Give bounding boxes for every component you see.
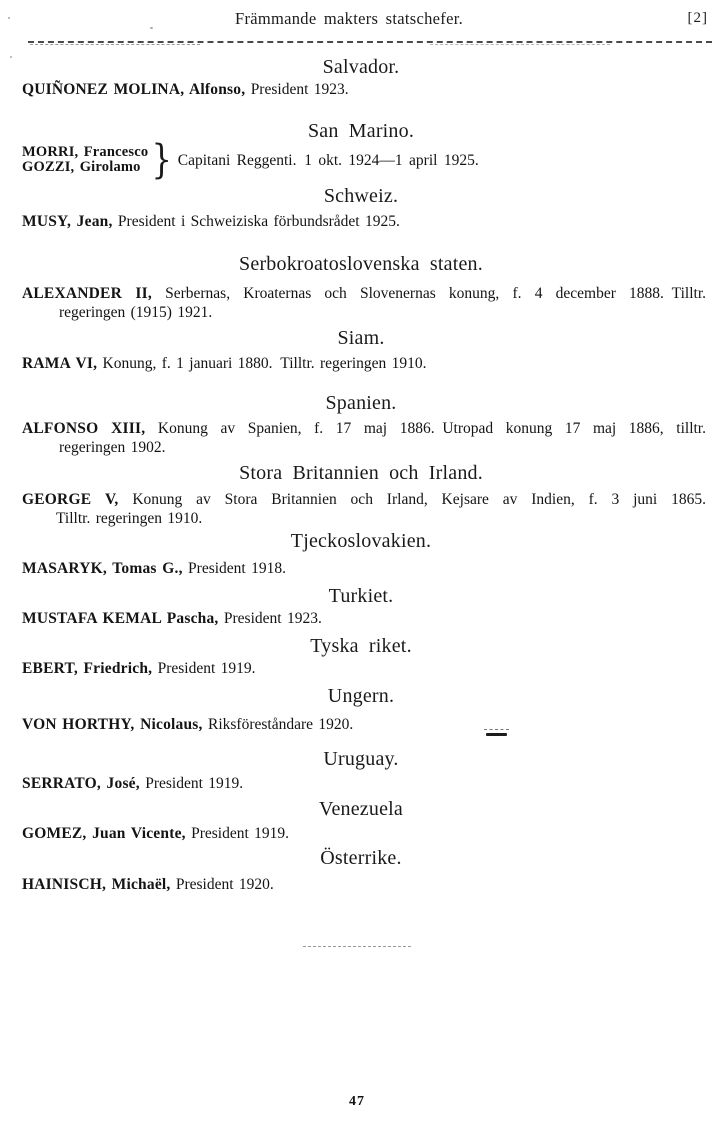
ink-speck [150,27,153,29]
person-name: MUSY, Jean, [22,213,113,230]
country-heading-salvador: Salvador. [322,56,400,78]
entry-osterrike [22,875,706,894]
entry-schweiz [22,212,706,231]
country-heading-turkiet: Turkiet. [328,585,394,607]
ink-speck [8,17,10,19]
ink-smudge [486,733,507,736]
entry-line [22,284,706,303]
entry-stora-britannien-och-irland [22,490,706,528]
entry-ungern [22,715,706,734]
entry-text: Konung av Stora Britannien och Irland, Kejsare av Indien, f. 3 juni 1865. [118,491,706,508]
entry-siam [22,354,706,373]
person-name: SERRATO, José, [22,775,140,792]
entry-uruguay [22,774,706,793]
person-name: ALEXANDER II, [22,285,152,302]
brace-glyph: } [151,137,173,183]
country-heading-schweiz: Schweiz. [323,185,399,207]
country-heading-tjeckoslovakien: Tjeckoslovakien. [290,530,432,552]
entry-text: President 1923. [218,610,322,627]
entry-text: President 1920. [170,876,274,893]
separator-dashes [303,946,411,947]
entry-spanien [22,419,706,457]
entry-tjeckoslovakien [22,559,706,578]
entry-text: Konung, f. 1 januari 1880. Tilltr. regeringen 1910. [97,355,427,372]
entry-text: President i Schweiziska förbundsrådet 1925. [112,213,400,230]
entry-turkiet [22,609,706,628]
ink-smudge [484,729,509,730]
entry-text: President 1919. [152,660,256,677]
entry-salvador [22,80,706,99]
entry-line [22,419,706,438]
country-heading-spanien: Spanien. [325,392,397,414]
person-name: MUSTAFA KEMAL Pascha, [22,610,219,627]
page-marker: [2] [687,10,708,26]
person-name: GEORGE V, [22,491,119,508]
country-heading-serbokroatoslovenska-staten: Serbokroatoslovenska staten. [239,253,483,275]
entry-text: President 1919. [139,775,244,792]
person-name: ALFONSO XIII, [22,420,146,437]
person-name: VON HORTHY, Nicolaus, [22,716,203,733]
running-header-title: Främmande makters statschefer. [234,9,464,28]
country-heading-ungern: Ungern. [327,685,395,707]
person-name: GOMEZ, Juan Vicente, [22,825,186,842]
entry-text: Capitani Reggenti. 1 okt. 1924—1 april 1925. [177,151,479,169]
entry-continuation: regeringen 1902. [59,439,166,456]
entry-text: President 1919. [185,825,290,842]
person-name: RAMA VI, [22,355,98,372]
country-heading-siam: Siam. [337,327,385,349]
header-rule-fragment [430,44,610,45]
entry-serbokroatoslovenska-staten [22,284,706,322]
entry-text: Konung av Spanien, f. 17 maj 1886. Utropad konung 17 maj 1886, tilltr. [145,420,706,437]
entry-tyska-riket [22,659,706,678]
header-rule [28,41,712,43]
ink-speck [10,56,12,58]
entry-text: Riksföreståndare 1920. [202,716,354,733]
country-heading-venezuela: Venezuela [319,798,403,820]
person-name: GOZZI, Girolamo [22,159,141,175]
entry-continuation: regeringen (1915) 1921. [59,304,213,321]
person-name: MASARYK, Tomas G., [22,560,183,577]
country-heading-uruguay: Uruguay. [323,748,399,770]
entry-text: Serbernas, Kroaternas och Slovenernas konung, f. 4 december 1888. Tilltr. [151,285,706,302]
person-name: QUIÑONEZ MOLINA, Alfonso, [22,81,246,98]
page-number: 47 [349,1094,365,1109]
entry-text: President 1918. [182,560,286,577]
country-heading-tyska-riket: Tyska riket. [310,635,412,657]
person-name: MORRI, Francesco [22,144,149,160]
country-heading-san-marino: San Marino. [307,120,415,142]
entry-continuation: Tilltr. regeringen 1910. [56,510,203,527]
entry-text: President 1923. [245,81,349,98]
entry-san-marino [22,137,706,183]
person-name: EBERT, Friedrich, [22,660,153,677]
entry-line [22,490,706,509]
country-heading-osterrike: Österrike. [320,847,402,869]
person-name: HAINISCH, Michaël, [22,876,171,893]
country-heading-stora-britannien-och-irland: Stora Britannien och Irland. [239,462,483,484]
entry-venezuela [22,824,706,843]
regent-names [22,145,148,175]
header-rule-fragment [30,44,200,45]
